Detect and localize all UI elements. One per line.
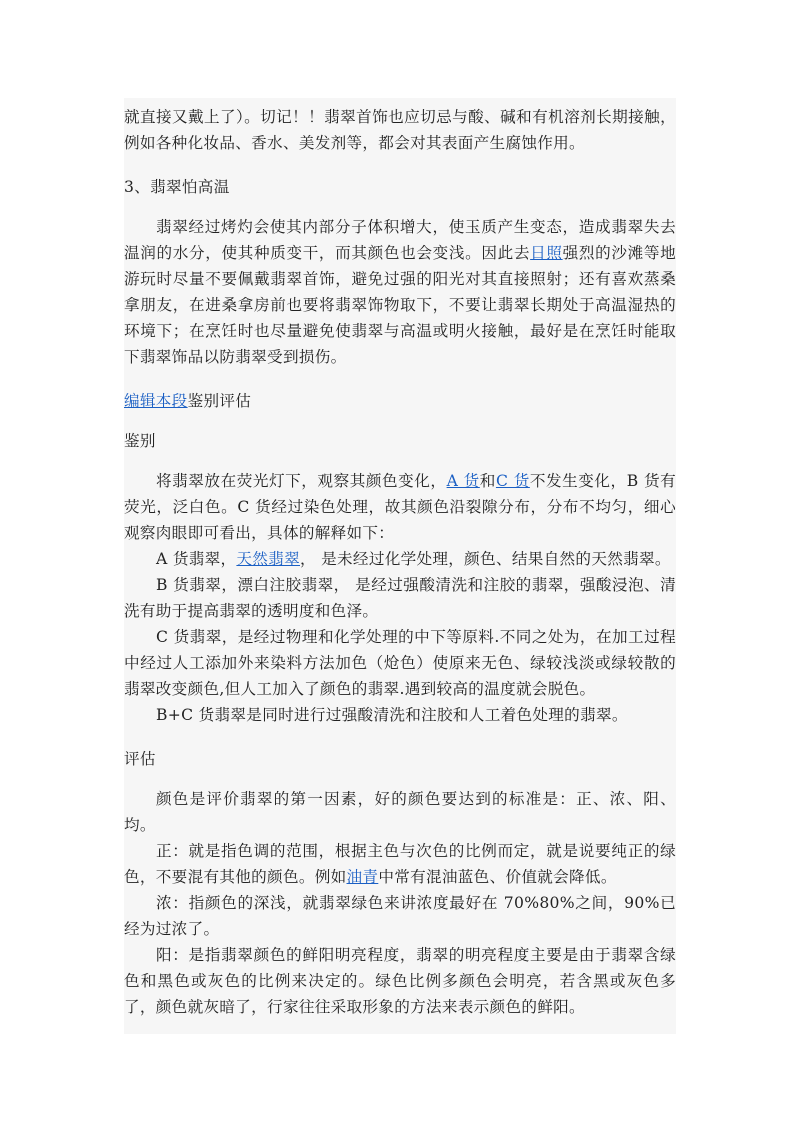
nong-paragraph: 浓：指颜色的深浅，就翡翠绿色来讲浓度最好在 70%80%之间，90%已经为过浓了。: [124, 894, 676, 938]
identify-text-2: 和: [479, 472, 496, 490]
heat-text-1: 翡翠经过烤灼会使其内部分子体积增大，使玉质产生变态，造成翡翠失去温润的水分，使其种质变干，而其颜色也会变浅。因此去: [124, 218, 676, 262]
link-c-goods[interactable]: C 货: [495, 472, 530, 490]
identify-text-3: 不发生变化，B 货有荧光，泛白色。C 货经过染色处理，故其颜色沿裂隙分布，分布不均匀，细心观察肉眼即可看出，具体的解释如下：: [124, 472, 677, 542]
intro-paragraph: 就直接又戴上了）。切记！！翡翠首饰也应切忌与酸、碱和有机溶剂长期接触，例如各种化妆品、香水、美发剂等，都会对其表面产生腐蚀作用。: [124, 108, 676, 152]
heading-evaluate: 评估: [124, 750, 156, 768]
heading-identify: 鉴别: [124, 432, 156, 450]
zheng-paragraph: [124, 838, 676, 890]
article-body: [124, 98, 676, 1034]
link-natural-jadeite[interactable]: 天然翡翠: [236, 550, 300, 568]
zheng-text-2: 中常有混油蓝色、价值就会降低。: [378, 868, 617, 886]
b-goods-paragraph: B 货翡翠，漂白注胶翡翠， 是经过强酸清洗和注胶的翡翠，强酸浸泡、清洗有助于提高翡翠的透明度和色泽。: [124, 576, 676, 620]
link-oil-green[interactable]: 油青: [346, 868, 379, 886]
a-goods-paragraph: [124, 546, 676, 572]
heading-fear-heat: 3、翡翠怕高温: [124, 178, 230, 196]
bc-goods-paragraph: B+C 货翡翠是同时进行过强酸清洗和注胶和人工着色处理的翡翠。: [156, 706, 628, 724]
a-goods-text-2: ， 是未经过化学处理，颜色、结果自然的天然翡翠。: [299, 550, 671, 568]
edit-section-link[interactable]: 编辑本段: [124, 392, 188, 410]
heat-text-2: 强烈的沙滩等地游玩时尽量不要佩戴翡翠首饰，避免过强的阳光对其直接照射；还有喜欢蒸桑拿朋友，在进桑拿房前也要将翡翠饰物取下，不要让翡翠长期处于高温湿热的环境下；在烹饪时也尽量避免使翡翠与高温或明火接触，最好是在烹饪时能取下翡翠饰品以防翡翠受到损伤。: [124, 244, 676, 366]
a-goods-text-1: A 货翡翠，: [156, 550, 237, 568]
yang-paragraph: 阳：是指翡翠颜色的鲜阳明亮程度，翡翠的明亮程度主要是由于翡翠含绿色和黑色或灰色的比例来决定的。绿色比例多颜色会明亮，若含黑或灰色多了，颜色就灰暗了，行家往往采取形象的方法来表示颜色的鲜阳。: [124, 946, 676, 1016]
link-sunshine[interactable]: 日照: [530, 244, 563, 262]
heat-paragraph: [124, 214, 676, 370]
zheng-text-1: 正：就是指色调的范围，根据主色与次色的比例而定，就是说要纯正的绿色，不要混有其他的颜色。例如: [124, 842, 676, 886]
section-title: 鉴别评估: [187, 392, 252, 410]
identify-paragraph: [124, 468, 676, 546]
c-goods-paragraph: C 货翡翠，是经过物理和化学处理的中下等原料.不同之处为，在加工过程中经过人工添加外来染料方法加色（炝色）使原来无色、绿较浅淡或绿较散的翡翠改变颜色,但人工加入了颜色的翡翠.遇到较高的温度就会脱色。: [124, 628, 676, 698]
identify-text-1: 将翡翠放在荧光灯下，观察其颜色变化，: [156, 472, 447, 490]
link-a-goods[interactable]: A 货: [446, 472, 480, 490]
section-heading: [124, 388, 676, 414]
eval-intro-paragraph: 颜色是评价翡翠的第一因素，好的颜色要达到的标准是：正、浓、阳、均。: [124, 790, 676, 834]
